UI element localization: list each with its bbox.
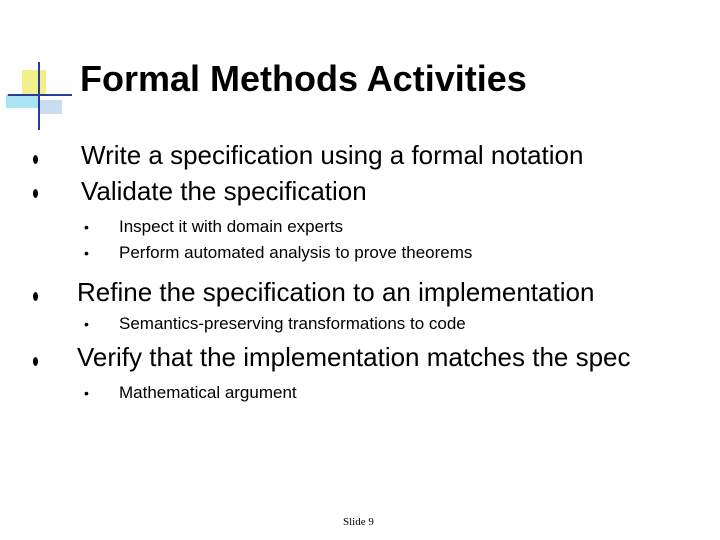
logo-cyan-square: [6, 94, 40, 108]
sub-bullet-text: Semantics-preserving transformations to code: [119, 314, 466, 333]
sub-bullet-mark: •: [84, 245, 89, 261]
logo-vertical-line: [38, 62, 40, 130]
bullet-dot: [33, 357, 38, 366]
bullet-dot: [33, 155, 38, 164]
sub-bullet-text: Mathematical argument: [119, 383, 297, 402]
sub-bullet-mark: •: [84, 316, 89, 332]
bullet-dot: [33, 189, 38, 198]
logo-lightblue-square: [40, 100, 62, 114]
slide-number: Slide 9: [343, 516, 374, 528]
bullet-text: Write a specification using a formal notation: [81, 140, 584, 170]
bullet-text: Refine the specification to an implementation: [77, 277, 595, 307]
slide-title: Formal Methods Activities: [80, 58, 527, 99]
bullet-text: Validate the specification: [81, 176, 367, 206]
bullet-text: Verify that the implementation matches the spec: [77, 342, 631, 372]
logo-yellow-square: [22, 70, 46, 94]
bullet-dot: [33, 292, 38, 301]
sub-bullet-mark: •: [84, 219, 89, 235]
sub-bullet-text: Inspect it with domain experts: [119, 217, 343, 236]
logo-horizontal-line: [8, 94, 72, 96]
slide-logo: [0, 0, 80, 140]
sub-bullet-text: Perform automated analysis to prove theorems: [119, 243, 473, 262]
sub-bullet-mark: •: [84, 385, 89, 401]
